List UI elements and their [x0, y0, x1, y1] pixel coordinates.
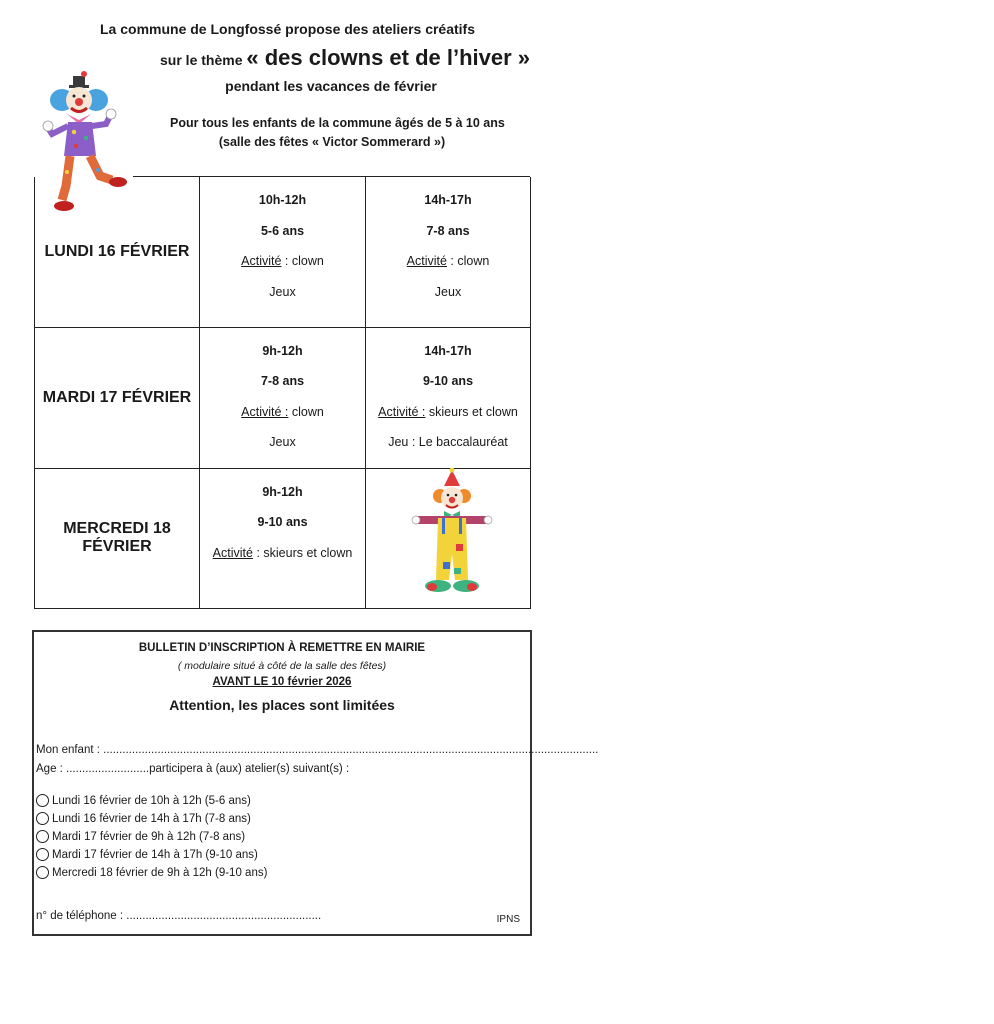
slot-activity: [366, 246, 530, 277]
header-theme-line: [160, 45, 531, 71]
age-field[interactable]: Age : ..........................participera à (aux) atelier(s) suivant(s) :: [36, 763, 350, 775]
slot-extra: Jeux: [434, 284, 462, 299]
form-warning: Attention, les places sont limitées: [169, 697, 395, 713]
activity-value: skieurs et clown: [425, 404, 518, 419]
form-deadline: AVANT LE 10 février 2026: [212, 676, 352, 688]
phone-field[interactable]: n° de téléphone : .............................................................: [36, 910, 322, 922]
registration-form: [32, 630, 599, 936]
standing-clown-illustration: [410, 468, 494, 602]
schedule-row: [35, 327, 531, 468]
workshop-option[interactable]: [36, 812, 251, 825]
slot-time: 10h-12h: [258, 193, 307, 207]
header-audience: Pour tous les enfants de la commune âgés de 5 à 10 ans: [170, 116, 505, 130]
slot-cell: [200, 468, 366, 608]
activity-value: clown: [288, 404, 324, 419]
slot-ages: 7-8 ans: [426, 223, 470, 238]
option-label: Mercredi 18 février de 9h à 12h (9-10 ans): [52, 866, 268, 879]
slot-cell: [366, 177, 531, 327]
activity-value: : clown: [446, 254, 490, 268]
option-label: Lundi 16 février de 10h à 12h (5-6 ans): [52, 794, 251, 807]
activity-label: Activité: [212, 545, 253, 560]
activity-label: Activité: [406, 254, 447, 268]
slot-extra: Jeux: [269, 284, 296, 299]
theme-prefix: sur le thème: [160, 52, 243, 68]
header-line-3: pendant les vacances de février: [225, 78, 437, 94]
workshop-option[interactable]: [36, 866, 267, 879]
radio-circle-icon[interactable]: [36, 794, 49, 807]
option-label: Lundi 16 février de 14h à 17h (7-8 ans): [52, 812, 251, 825]
slot-ages: 7-8 ans: [260, 374, 305, 388]
option-label: Mardi 17 février de 9h à 12h (7-8 ans): [52, 830, 246, 843]
workshop-option[interactable]: [36, 794, 251, 807]
slot-time: 9h-12h: [262, 343, 303, 358]
form-subtitle: ( modulaire situé à côté de la salle des fêtes): [177, 660, 387, 672]
slot-cell: [200, 327, 366, 468]
slot-ages: 9-10 ans: [422, 374, 474, 388]
activity-value: : clown: [281, 254, 324, 268]
day-label: MARDI 17 FÉVRIER: [35, 327, 200, 468]
workshop-option[interactable]: [36, 848, 258, 861]
slot-ages: 5-6 ans: [260, 223, 305, 238]
theme-title: « des clowns et de l’hiver »: [246, 45, 531, 70]
activity-label: Activité :: [241, 404, 289, 419]
slot-time: 9h-12h: [262, 484, 303, 499]
slot-ages: 9-10 ans: [257, 515, 308, 529]
child-name-field[interactable]: Mon enfant : ...........................................................................................................................................................: [36, 744, 599, 756]
radio-circle-icon[interactable]: [36, 866, 49, 879]
slot-cell: [366, 327, 531, 468]
slot-activity: [200, 397, 365, 428]
header-venue: (salle des fêtes « Victor Sommerard »): [218, 135, 446, 149]
activity-label: Activité: [241, 254, 282, 268]
day-label: LUNDI 16 FÉVRIER: [35, 177, 200, 327]
day-label: MERCREDI 18 FÉVRIER: [35, 468, 200, 608]
slot-activity: [366, 397, 530, 428]
ipns-mark: IPNS: [496, 914, 520, 925]
slot-time: 14h-17h: [424, 193, 472, 207]
workshop-option[interactable]: [36, 830, 245, 843]
slot-cell: [200, 177, 366, 327]
radio-circle-icon[interactable]: [36, 830, 49, 843]
slot-activity: [200, 246, 365, 277]
radio-circle-icon[interactable]: [36, 812, 49, 825]
schedule-row: [35, 177, 531, 327]
header-line-1: La commune de Longfossé propose des ateliers créatifs: [100, 21, 475, 37]
activity-value: : skieurs et clown: [252, 545, 353, 560]
slot-activity: [200, 538, 365, 569]
option-label: Mardi 17 février de 14h à 17h (9-10 ans): [52, 848, 258, 861]
radio-circle-icon[interactable]: [36, 848, 49, 861]
activity-label: Activité :: [378, 404, 426, 419]
slot-extra: Jeu : Le baccalauréat: [388, 435, 508, 449]
slot-time: 14h-17h: [424, 343, 472, 358]
form-title: BULLETIN D’INSCRIPTION À REMETTRE EN MAIRIE: [138, 642, 426, 654]
slot-extra: Jeux: [269, 435, 296, 449]
